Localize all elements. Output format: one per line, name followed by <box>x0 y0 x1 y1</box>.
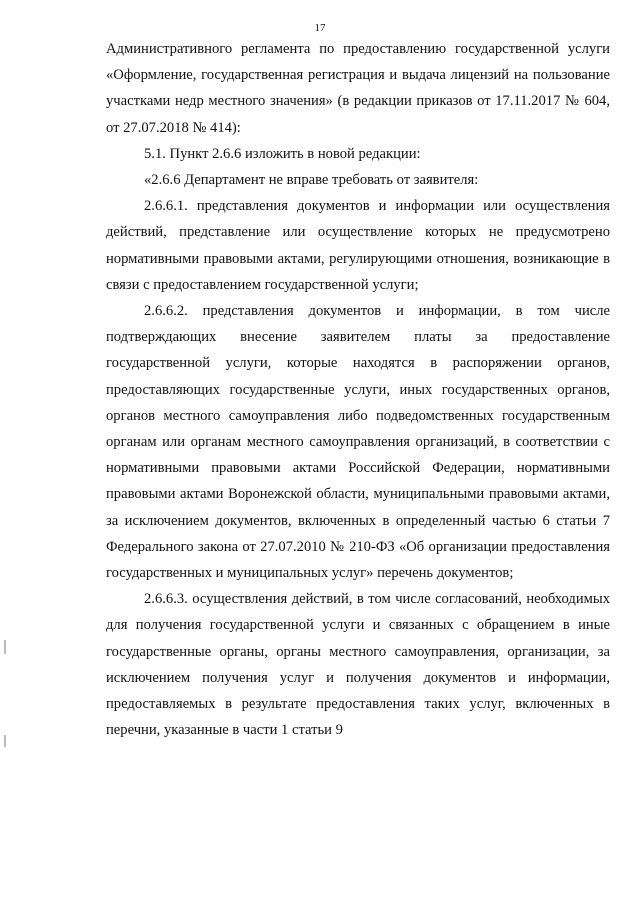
page-number: 17 <box>314 22 326 34</box>
paragraph-continuation: Административного регламента по предоставлению государственной услуги «Оформление, государственная регистрация и выдача лицензий на пользование участками недр местного значения» (в редакции приказов от 17.11.2017 № 604, от 27.07.2018 № 414): <box>106 41 610 136</box>
document-body <box>106 36 610 743</box>
paragraph-2-6-6: «2.6.6 Департамент не вправе требовать от заявителя: <box>144 172 479 189</box>
paragraph-5-1: 5.1. Пункт 2.6.6 изложить в новой редакции: <box>144 145 421 162</box>
paragraph-2-6-6-2: 2.6.6.2. представления документов и информации, в том числе подтверждающих внесение заявителем платы за предоставление государственной услуги, которые находятся в распоряжении органов, предоставляющих государственные услуги, иных государственных органов, органов местного самоуправления либо подведомственных государственным органам или органам местного самоуправления организаций, в соответствии с нормативными правовыми актами Российской Федерации, нормативными правовыми актами Воронежской области, муниципальными правовыми актами, за исключением документов, включенных в определенный частью 6 статьи 7 Федерального закона от 27.07.2010 № 210-ФЗ «Об организации предоставления государственных и муниципальных услуг» перечень документов; <box>106 303 610 582</box>
scan-edge-mark <box>4 640 6 654</box>
paragraph-2-6-6-3: 2.6.6.3. осуществления действий, в том числе согласований, необходимых для получения государственной услуги и связанных с обращением в иные государственные органы, органы местного самоуправления, организации, за исключением получения услуг и получения документов и информации, предоставляемых в результате предоставления таких услуг, включенных в перечни, указанные в части 1 статьи 9 <box>106 591 610 739</box>
scan-edge-mark <box>4 735 6 747</box>
paragraph-2-6-6-1: 2.6.6.1. представления документов и информации или осуществления действий, представление или осуществление которых не предусмотрено нормативными правовыми актами, регулирующими отношения, возникающие в связи с предоставлением государственной услуги; <box>106 198 610 293</box>
